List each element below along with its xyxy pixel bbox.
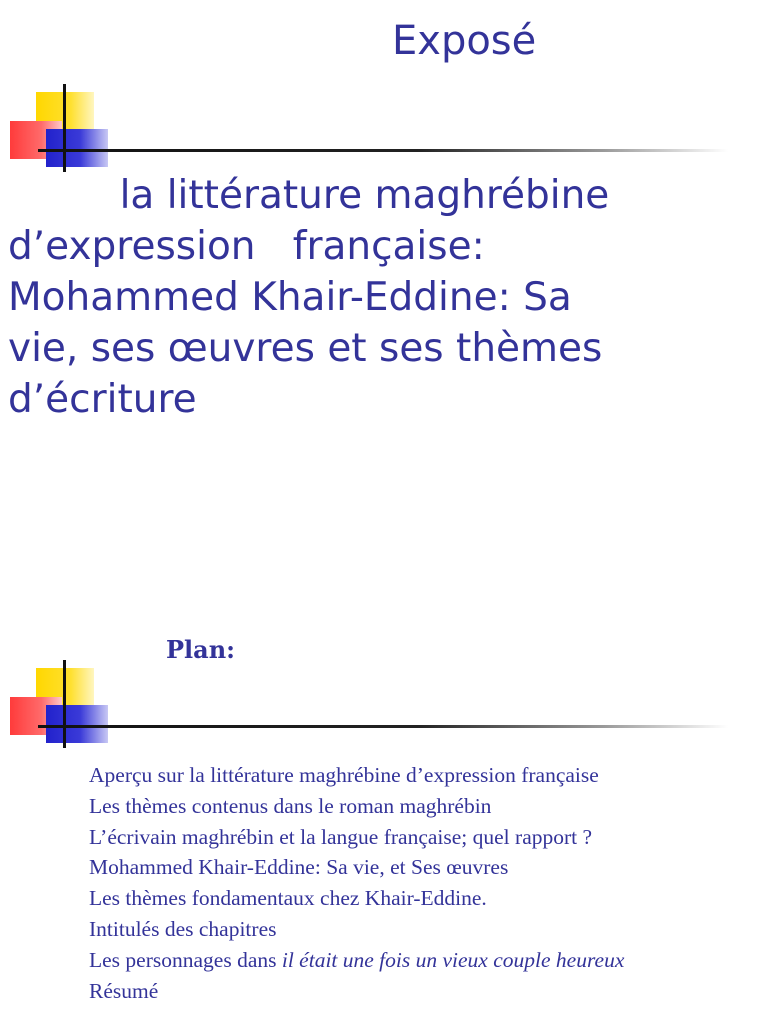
plan-item: Aperçu sur la littérature maghrébine d’expression française (89, 763, 599, 787)
plan-item: Intitulés des chapitres (89, 916, 277, 941)
heading-line: d’expression française: (8, 224, 485, 269)
slide-title: Exposé (392, 18, 537, 64)
plan-item: Les thèmes fondamentaux chez Khair-Eddine. (89, 886, 487, 911)
plan-item: L’écrivain maghrébin et la langue française; quel rapport ? (89, 824, 593, 849)
plan-item (89, 945, 729, 976)
heading-line: vie, ses œuvres et ses thèmes (8, 326, 603, 371)
plan-item: Mohammed Khair-Eddine: Sa vie, et Ses œuvres (89, 855, 509, 880)
horizontal-rule (38, 149, 728, 152)
blue-square (46, 705, 108, 743)
plan-item: Résumé (89, 978, 159, 1003)
plan-item: Les thèmes contenus dans le roman maghrébin (89, 793, 492, 818)
plan-heading: Plan: (166, 635, 236, 664)
title-decoration (0, 80, 768, 180)
heading-line: d’écriture (8, 377, 197, 422)
blue-square (46, 129, 108, 167)
book-title: il était une fois un vieux couple heureux (281, 947, 625, 972)
plan-decoration (0, 656, 768, 756)
plan-item-text: Les personnages dans (89, 947, 282, 972)
horizontal-rule (38, 725, 728, 728)
heading-line: la littérature maghrébine (8, 173, 610, 218)
vertical-rule (63, 84, 66, 172)
heading-line: Mohammed Khair-Eddine: Sa (8, 275, 572, 320)
vertical-rule (63, 660, 66, 748)
presentation-heading (8, 170, 748, 425)
plan-list (89, 760, 729, 1006)
